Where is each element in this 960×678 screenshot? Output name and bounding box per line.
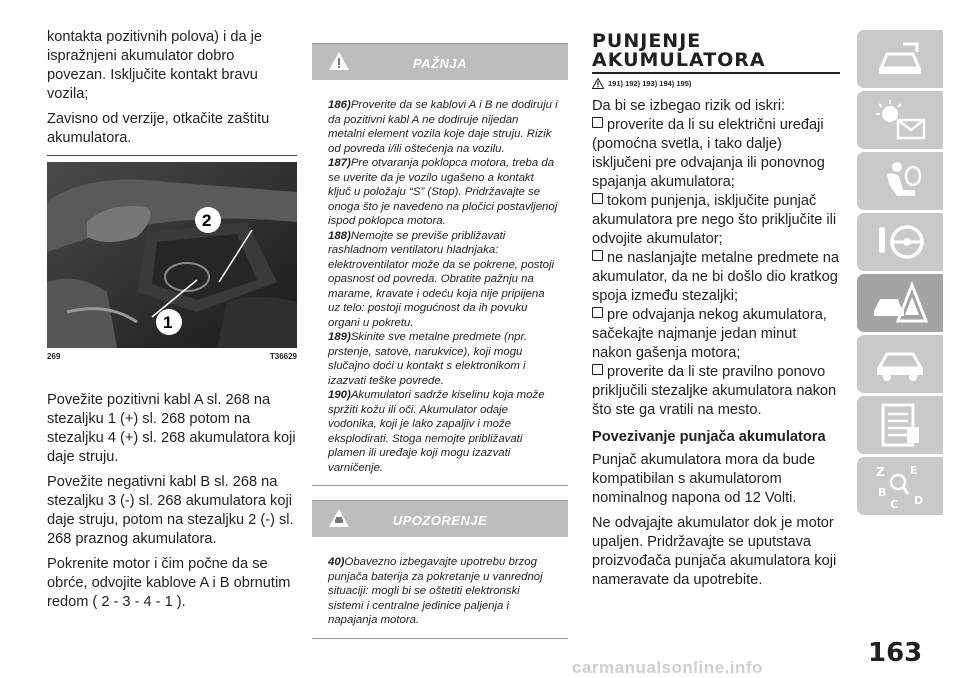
figure-callout-2: 2 — [202, 211, 212, 230]
seat-airbag-icon — [877, 160, 923, 202]
reference-list: 191) 192) 193) 194) 195) — [592, 78, 840, 89]
svg-text:Z: Z — [876, 465, 885, 479]
section-title-line1: PUNJENJE — [592, 30, 702, 52]
caution-item: 40)Obavezno izbegavajte upotrebu brzog punjača baterija za pokretanje u vanrednoj situaciji: mogli bi se oštetiti elektronski sistemi i centralne jedinice paljenja i napajanja motora. — [328, 556, 543, 626]
caution-title: UPOZORENJE — [392, 513, 488, 528]
tab-steering-wheel[interactable] — [857, 213, 943, 271]
warning-box — [312, 43, 568, 486]
caution-body — [312, 537, 568, 638]
page-number: 163 — [868, 638, 923, 668]
car-maintenance-icon — [875, 346, 925, 382]
paragraph-protection: Zavisno od verzije, otkačite zaštitu akumulatora. — [47, 111, 270, 146]
section-title-rule — [592, 72, 840, 74]
figure-caption — [47, 352, 297, 361]
tab-lights-mail[interactable] — [857, 91, 943, 149]
paragraph-disconnect: kontakta pozitivnih polova) i da je ispražnjeni akumulator dobro povezan. Isključite kontakt bravu vozila; — [47, 29, 262, 102]
caution-header — [312, 501, 568, 537]
svg-text:C: C — [890, 498, 899, 510]
tab-car-dashboard[interactable] — [857, 30, 943, 88]
warning-body — [312, 80, 568, 485]
warning-item: 186)Proverite da se kablovi A i B ne dodiruju i da pozitivni kabl A ne dodiruje nijedan metalni element vozila koje daje struju. Rizik od povreda i/ili oštećenja na vozilu. — [328, 99, 558, 155]
bullet-box-icon — [592, 307, 603, 318]
tab-emergency[interactable] — [857, 274, 943, 332]
caution-box — [312, 500, 568, 639]
bullet-item: ne naslanjajte metalne predmete na akumulator, da ne bi došlo dio kratkog spoja između stezaljki; — [592, 250, 840, 304]
emergency-triangle-icon — [872, 281, 928, 325]
bullet-box-icon — [592, 193, 603, 204]
charger-compat-text: Punjač akumulatora mora da bude kompatibilan s akumulatorom nominalnog napona od 12 Volti. — [592, 452, 816, 506]
steering-wheel-icon — [875, 221, 925, 263]
warning-item: 187)Pre otvaranja poklopca motora, treba da se uverite da je vozilo ugašeno a kontakt ključ u položaju “S” (Stop). Pridržavajte se onoga što je navedeno na pločici postavljenoj ispod poklopca motora. — [328, 157, 558, 227]
chapter-tabs — [857, 30, 947, 518]
svg-text:B: B — [878, 486, 887, 499]
bullet-box-icon — [592, 250, 603, 261]
bullet-item: proverite da li su električni uređaji (pomoćna svetla, i tako dalje) isključeni pre odvajanja ili ponovnog spajanja akumulatora; — [592, 117, 825, 190]
watermark: carmanualsonline.info — [572, 658, 763, 677]
paragraph-positive-cable: Povežite pozitivni kabl A sl. 268 na stezaljku 1 (+) sl. 268 potom na stezaljku 4 (+) sl. 268 akumulatora koji daje struju. — [47, 392, 296, 465]
bullet-item: proverite da li ste pravilno ponovo priključili stezaljke akumulatora nakon što ste ga vratili na mesto. — [592, 364, 837, 418]
section-title-line2: AKUMULATORA — [592, 49, 766, 71]
figure-code: T36629 — [269, 352, 297, 361]
tab-seat-airbag[interactable] — [857, 152, 943, 210]
paragraph-negative-cable: Povežite negativni kabl B sl. 268 na stezaljku 3 (-) sl. 268 akumulatora koji daje struju, potom na stezaljku 2 (-) sl. 268 praznog akumulatora. — [47, 474, 294, 547]
paragraph-start-engine: Pokrenite motor i čim počne da se obrće, odvojite kablove A i B obrnutim redom ( 2 - 3 - 4 - 1 ). — [47, 556, 291, 610]
tab-spec-list[interactable] — [857, 396, 943, 454]
middle-column — [312, 43, 568, 639]
warning-header — [312, 44, 568, 80]
left-column — [47, 28, 297, 612]
right-column — [592, 32, 840, 590]
warning-item: 188)Nemojte se previše približavati rashladnom ventilatoru hladnjaka: elektroventilator može da se pokrene, postoji opasnost od povreda. Obratite pažnju na marame, kravate i odeću koja nije pripijena uz telo: postoji mogućnost da ih povuku organi u pokretu. — [328, 229, 555, 329]
charger-instructions-text: Ne odvajajte akumulator dok je motor upaljen. Pridržavajte se uputstava proizvođača punjača akumulatora koji nameravate da upotrebite. — [592, 515, 837, 588]
warning-ref-icon — [592, 78, 604, 89]
warning-item: 189)Skinite sve metalne predmete (npr. prstenje, satove, narukvice), koji mogu slučajno doći u kontakt s elektronikom i izazvati teške povrede. — [328, 331, 528, 387]
lights-mail-icon — [874, 100, 926, 140]
svg-text:E: E — [910, 464, 918, 477]
warning-title: PAŽNJA — [412, 56, 468, 71]
figure-callout-1: 1 — [163, 313, 173, 332]
bullet-item: tokom punjenja, isključite punjač akumulatora pre nego što priključite ili odvojite akumulator; — [592, 193, 837, 247]
alphabet-index-icon — [874, 462, 926, 510]
svg-text:D: D — [914, 494, 924, 507]
car-dashboard-icon — [877, 40, 923, 78]
tab-car-maintenance[interactable] — [857, 335, 943, 393]
warning-item: 190)Akumulatori sadrže kiselinu koja može spržiti kožu ili oči. Akumulator odaje vodonika, koji je lako zapaljiv i može eksplodirati. Stoga nemojte približavati plamen ili uređaje koji mogu izazvati varničenje. — [328, 389, 545, 474]
bullet-box-icon — [592, 117, 603, 128]
figure-number: 269 — [47, 352, 61, 361]
bullet-box-icon — [592, 364, 603, 375]
bullet-item: pre odvajanja nekog akumulatora, sačekajte najmanje jedan minut nakon gašenja motora; — [592, 307, 827, 361]
figure-top-rule — [47, 155, 297, 156]
tab-alphabet-index[interactable] — [857, 457, 943, 515]
spec-list-icon — [877, 403, 923, 447]
engine-bay-figure — [47, 162, 297, 348]
subsection-title: Povezivanje punjača akumulatora — [592, 429, 826, 445]
intro-text: Da bi se izbegao rizik od iskri: — [592, 98, 786, 114]
